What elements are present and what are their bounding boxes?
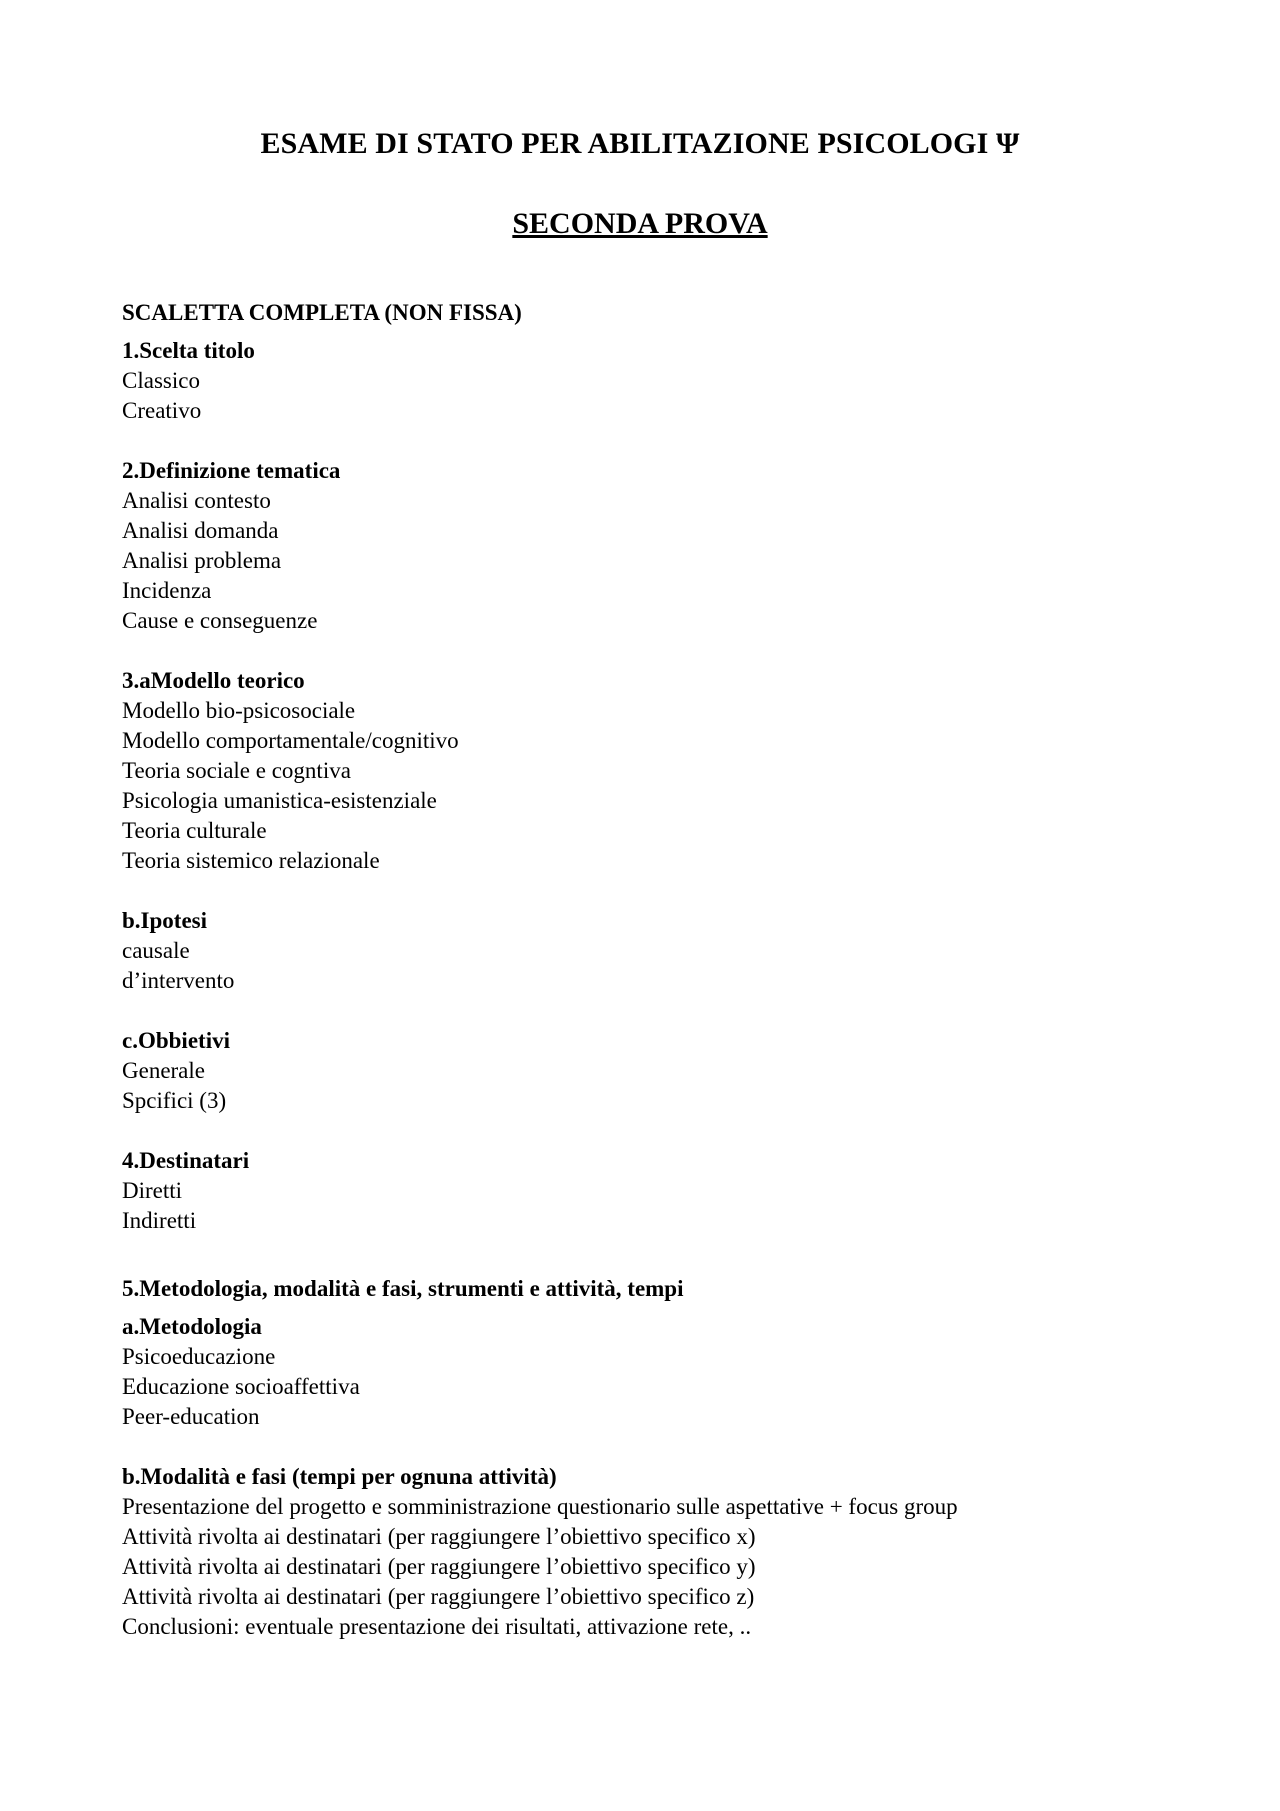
- list-item: Analisi problema: [122, 548, 282, 573]
- list-item: Diretti: [122, 1178, 183, 1203]
- document-title: ESAME DI STATO PER ABILITAZIONE PSICOLOGI Ψ: [260, 127, 1020, 160]
- section-destinatari: [122, 1146, 1202, 1236]
- section-scelta-titolo: [122, 336, 1202, 426]
- list-item: Teoria culturale: [122, 818, 267, 843]
- list-item: Attività rivolta ai destinatari (per raggiungere l’obiettivo specifico y): [122, 1554, 756, 1579]
- list-item: Analisi domanda: [122, 518, 279, 543]
- list-item: causale: [122, 938, 190, 963]
- list-item: Presentazione del progetto e somministrazione questionario sulle aspettative + focus group: [122, 1494, 958, 1519]
- section-modello-teorico: [122, 666, 1202, 876]
- section-title: b.Ipotesi: [122, 908, 207, 933]
- list-item: Conclusioni: eventuale presentazione dei risultati, attivazione rete, ..: [122, 1614, 752, 1639]
- list-item: Creativo: [122, 398, 202, 423]
- list-item: Analisi contesto: [122, 488, 271, 513]
- document-content: [122, 298, 1202, 1672]
- list-item: Teoria sistemico relazionale: [122, 848, 380, 873]
- section-ipotesi: [122, 906, 1202, 996]
- list-item: Modello comportamentale/cognitivo: [122, 728, 459, 753]
- section-title: c.Obbietivi: [122, 1028, 230, 1053]
- section-title: 1.Scelta titolo: [122, 338, 255, 363]
- section-metodologia: [122, 1312, 1202, 1432]
- section-title: 3.aModello teorico: [122, 668, 305, 693]
- list-item: Attività rivolta ai destinatari (per raggiungere l’obiettivo specifico z): [122, 1584, 755, 1609]
- list-item: Classico: [122, 368, 200, 393]
- list-item: Attività rivolta ai destinatari (per raggiungere l’obiettivo specifico x): [122, 1524, 756, 1549]
- section-modalita-fasi: [122, 1462, 1202, 1642]
- list-item: Educazione socioaffettiva: [122, 1374, 360, 1399]
- list-item: Modello bio-psicosociale: [122, 698, 356, 723]
- list-item: Indiretti: [122, 1208, 197, 1233]
- list-item: Cause e conseguenze: [122, 608, 318, 633]
- section-obbietivi: [122, 1026, 1202, 1116]
- list-item: Teoria sociale e cogntiva: [122, 758, 351, 783]
- section-title: a.Metodologia: [122, 1314, 262, 1339]
- list-item: Psicologia umanistica-esistenziale: [122, 788, 437, 813]
- section-title: b.Modalità e fasi (tempi per ognuna attività): [122, 1464, 557, 1489]
- list-item: Generale: [122, 1058, 205, 1083]
- list-item: d’intervento: [122, 968, 235, 993]
- outline-heading: SCALETTA COMPLETA (NON FISSA): [122, 300, 522, 325]
- section-definizione-tematica: [122, 456, 1202, 636]
- list-item: Spcifici (3): [122, 1088, 227, 1113]
- list-item: Psicoeducazione: [122, 1344, 276, 1369]
- list-item: Peer-education: [122, 1404, 260, 1429]
- document-subtitle: SECONDA PROVA: [512, 207, 768, 240]
- section-title: 4.Destinatari: [122, 1148, 250, 1173]
- list-item: Incidenza: [122, 578, 212, 603]
- section-title: 2.Definizione tematica: [122, 458, 341, 483]
- section-title-metodologia-fasi: 5.Metodologia, modalità e fasi, strumenti e attività, tempi: [122, 1276, 684, 1301]
